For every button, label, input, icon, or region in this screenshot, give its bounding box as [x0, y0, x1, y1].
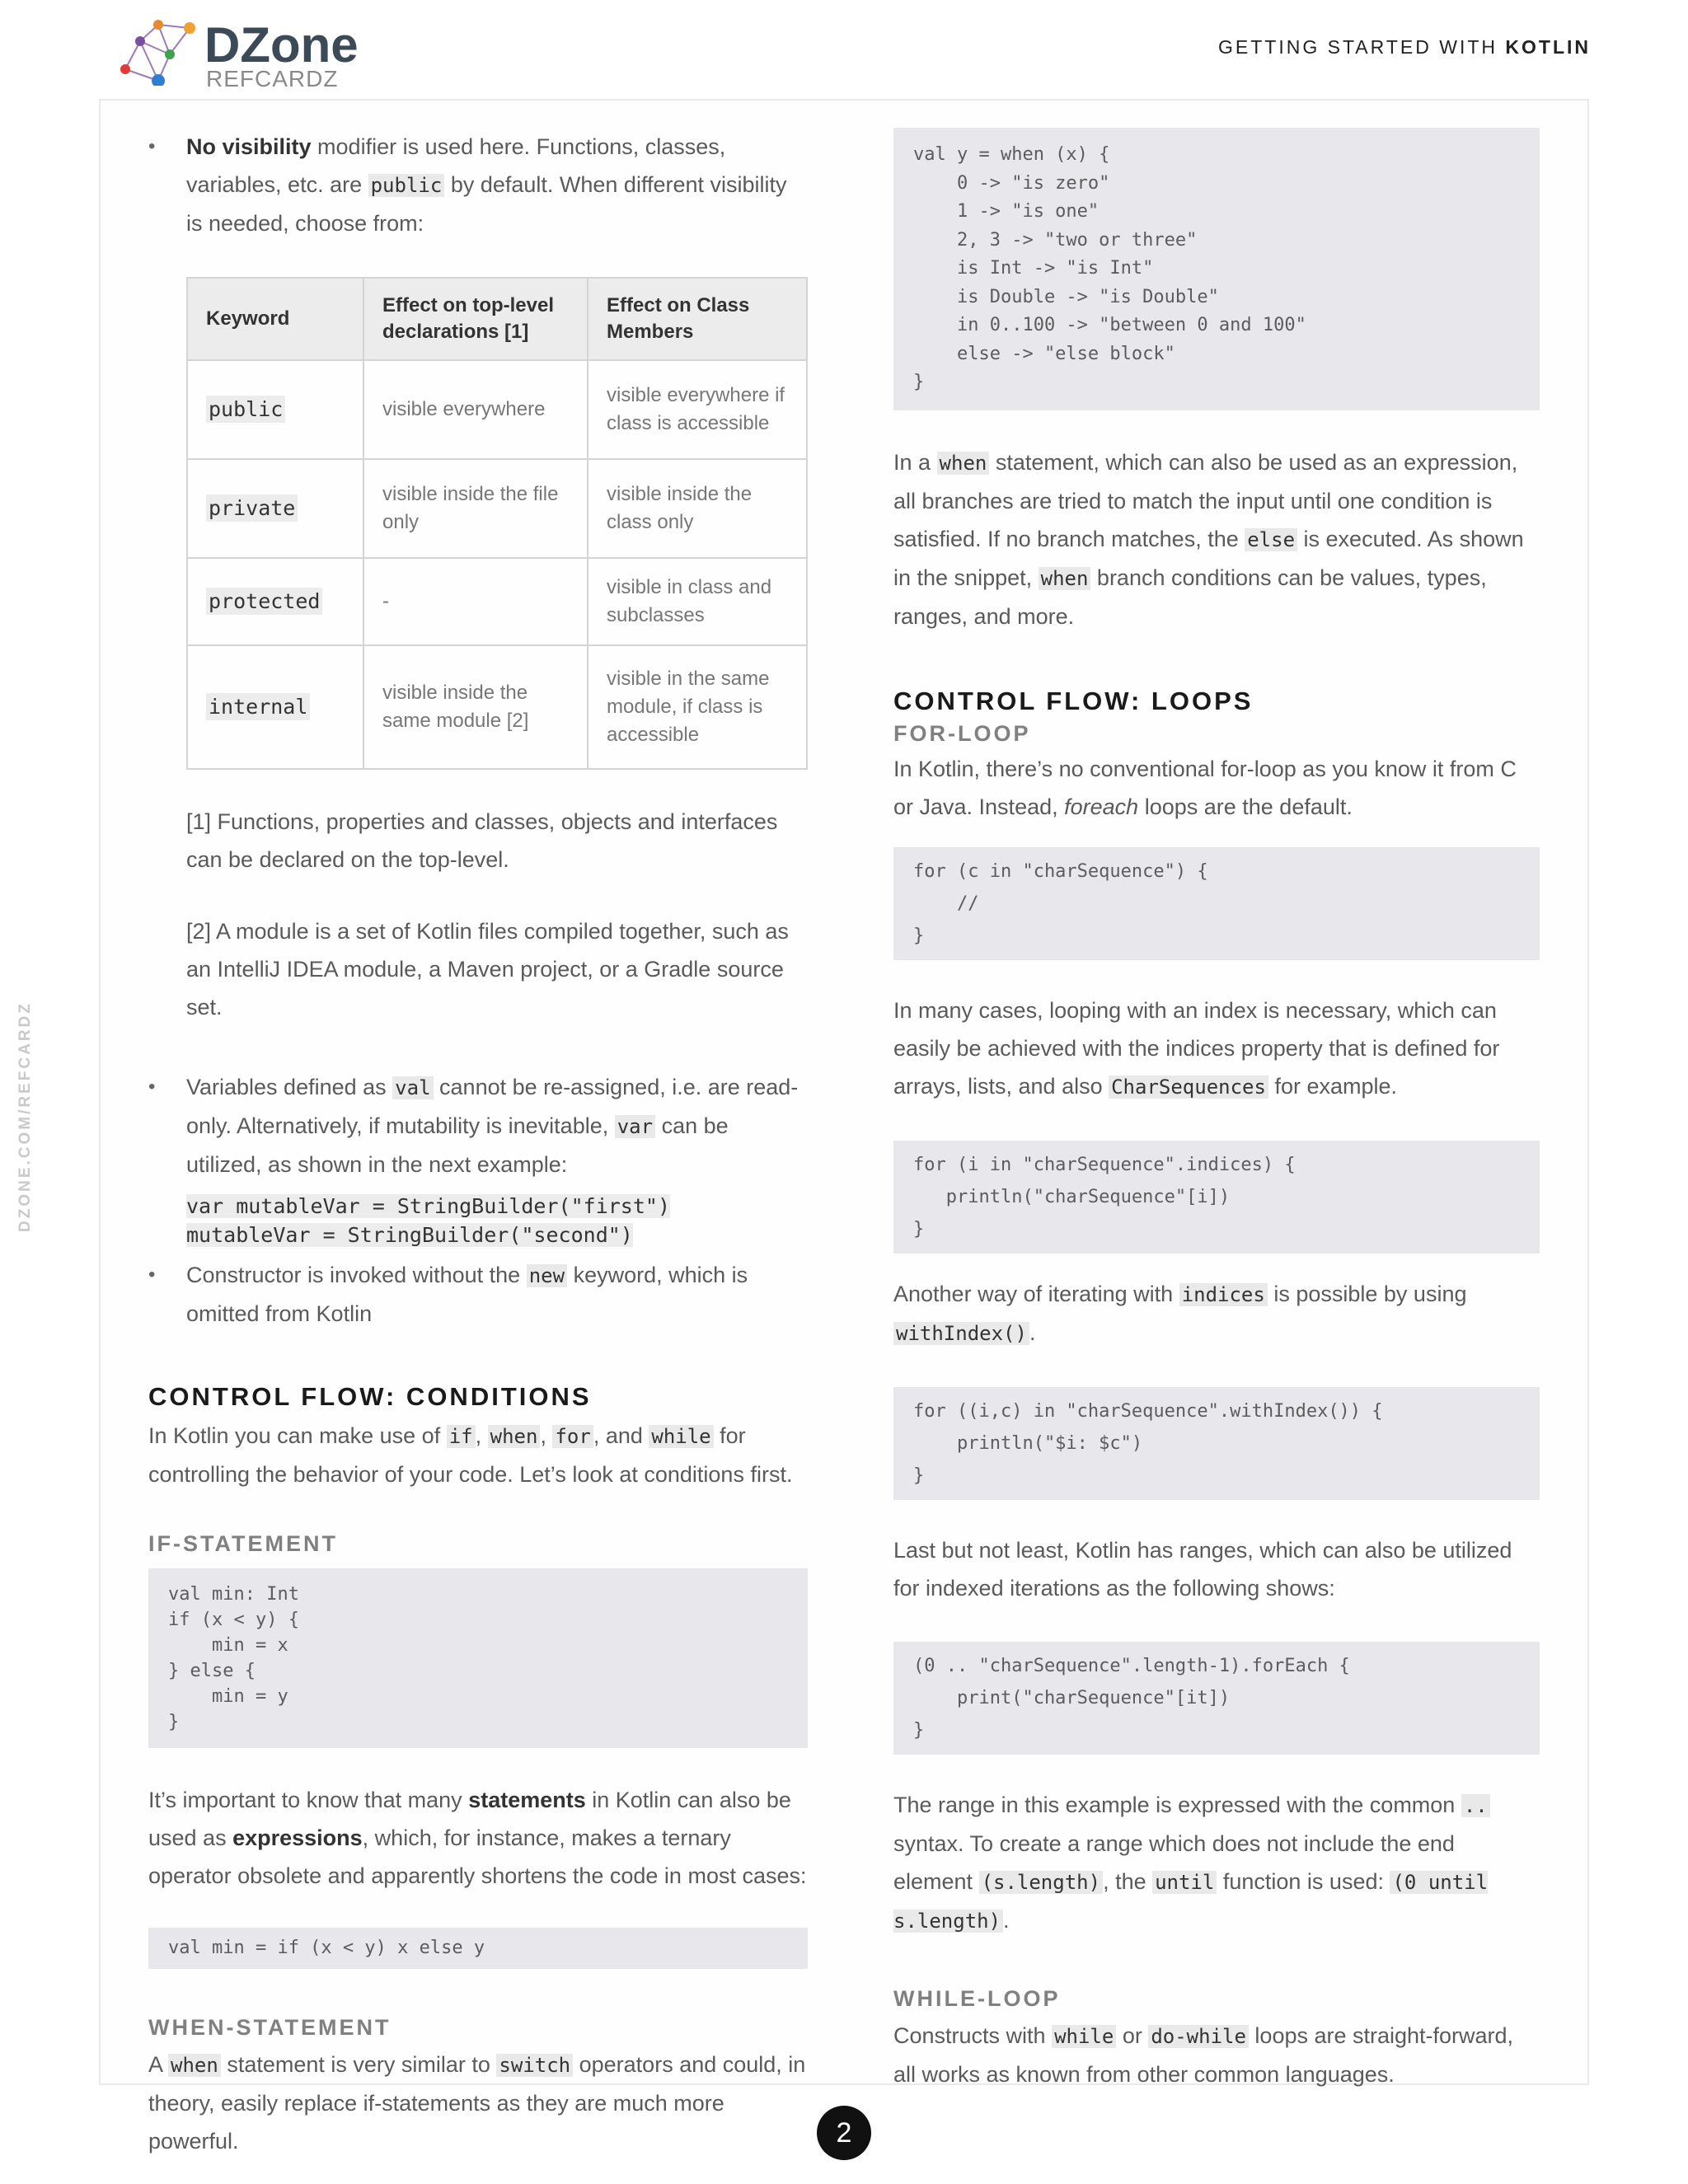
bold-text: No visibility	[186, 134, 312, 159]
footnote-1: [1] Functions, properties and classes, objects and interfaces can be declared on the top-level.	[186, 809, 778, 872]
heading-control-flow-conditions: CONTROL FLOW: CONDITIONS	[148, 1382, 592, 1411]
keyword-code: protected	[206, 588, 322, 615]
for-loop-intro	[893, 750, 1540, 826]
if-statement-code: val min: Int if (x < y) { min = x } else { min = y }	[148, 1568, 808, 1748]
statements-expressions-paragraph	[148, 1781, 808, 1895]
table-row	[187, 558, 807, 645]
inline-code: while	[1052, 2025, 1116, 2048]
sidebar-url[interactable]: DZONE.COM/REFCARDZ	[16, 1001, 34, 1232]
inline-code: withIndex()	[893, 1322, 1029, 1345]
text-run: , the	[1103, 1868, 1153, 1894]
mutable-var-code	[148, 1192, 808, 1249]
indices-paragraph	[893, 991, 1540, 1106]
keyword-code: internal	[206, 693, 310, 720]
text-run: statement is very similar to	[220, 2052, 497, 2077]
text-run: .	[1029, 1319, 1036, 1345]
visibility-table	[186, 277, 808, 770]
range-code: (0 .. "charSequence".length-1).forEach { print("charSequence"[it]) }	[893, 1642, 1540, 1755]
keyword-cell	[187, 360, 363, 459]
inline-code: until	[1152, 1871, 1217, 1894]
text-run: loops are the default.	[1138, 794, 1353, 819]
table-header-class-members: Effect on Class Members	[588, 278, 807, 360]
text-run: loops are straight-forward, all works as known from other common languages.	[893, 2022, 1514, 2087]
inline-code: public	[368, 174, 445, 197]
inline-code: (s.length)	[979, 1871, 1104, 1894]
class-members-cell: visible everywhere if class is accessible	[588, 360, 807, 459]
text-run: keyword, which is omitted from Kotlin	[186, 1263, 748, 1326]
text-run: In a	[893, 449, 937, 475]
text-run: , which, for instance, makes a ternary operator obsolete and apparently shortens the code in most cases:	[148, 1825, 807, 1888]
top-level-cell: visible inside the same module [2]	[363, 645, 588, 769]
text-run: cannot be re-assigned, i.e. are read-only. Alternatively, if mutability is inevitable,	[186, 1075, 799, 1138]
text-run: operators and could, in theory, easily replace if-statements as they are much more powerful.	[148, 2052, 806, 2154]
inline-code: do-while	[1148, 2025, 1249, 2048]
inline-code: val	[392, 1076, 433, 1099]
dzone-logo[interactable]	[115, 12, 363, 91]
inline-code: when	[1039, 567, 1091, 590]
for-loop-code: for (c in "charSequence") { // }	[893, 847, 1540, 960]
logo-title: DZone	[204, 17, 359, 73]
inline-code: while	[649, 1425, 713, 1448]
text-run: function is used:	[1217, 1868, 1390, 1894]
inline-code: new	[527, 1264, 567, 1287]
bullet-constructor	[148, 1256, 808, 1333]
keyword-cell	[187, 645, 363, 769]
top-level-cell: -	[363, 558, 588, 645]
inline-code: CharSequences	[1109, 1076, 1268, 1099]
left-column	[148, 128, 808, 2160]
keyword-code: public	[206, 396, 285, 423]
with-index-code: for ((i,c) in "charSequence".withIndex()) { println("$i: $c") }	[893, 1387, 1540, 1500]
text-run: A	[148, 2052, 169, 2077]
indices-code: for (i in "charSequence".indices) { println("charSequence"[i]) }	[893, 1141, 1540, 1254]
when-statement-paragraph	[148, 2046, 808, 2160]
right-column	[893, 128, 1540, 2093]
text-run: branch conditions can be values, types, ranges, and more.	[893, 565, 1487, 629]
italic-text: foreach	[1064, 794, 1139, 819]
text-run: or	[1116, 2022, 1149, 2048]
inline-code: when	[168, 2054, 221, 2077]
ranges-paragraph: Last but not least, Kotlin has ranges, which can also be utilized for indexed iterations as the following shows:	[893, 1537, 1512, 1601]
when-expression-code: val y = when (x) { 0 -> "is zero" 1 -> "is one" 2, 3 -> "two or three" is Int -> "is Int" is Double -> "is Double" in 0..100 -> "between 0 and 100" else -> "else block" }	[893, 128, 1540, 410]
footnote-2: [2] A module is a set of Kotlin files compiled together, such as an IntelliJ IDEA module, a Maven project, or a Gradle source set.	[186, 919, 789, 1019]
page-number: 2	[817, 2106, 871, 2160]
bold-text: expressions	[232, 1825, 363, 1850]
table-row	[187, 360, 807, 459]
inline-code: switch	[496, 2054, 573, 2077]
inline-code: indices	[1179, 1283, 1268, 1306]
table-header-row	[187, 278, 807, 360]
table-row	[187, 645, 807, 769]
table-row	[187, 459, 807, 558]
keyword-cell	[187, 459, 363, 558]
document-title-bold: KOTLIN	[1505, 36, 1591, 58]
subheading-when-statement: WHEN-STATEMENT	[148, 2015, 392, 2040]
conditions-intro	[148, 1417, 808, 1493]
while-loop-paragraph	[893, 2017, 1540, 2093]
table-header-keyword: Keyword	[187, 278, 363, 360]
keyword-cell	[187, 558, 363, 645]
document-title	[1218, 36, 1591, 59]
text-run: is executed. As shown in the snippet,	[893, 526, 1524, 590]
class-members-cell: visible in class and subclasses	[588, 558, 807, 645]
text-run: The range in this example is expressed with the common	[893, 1792, 1461, 1817]
heading-control-flow-loops: CONTROL FLOW: LOOPS	[893, 686, 1254, 715]
inline-code: when	[488, 1425, 541, 1448]
text-run: can be utilized, as shown in the next example:	[186, 1113, 729, 1177]
ternary-code: val min = if (x < y) x else y	[148, 1928, 808, 1969]
inline-code: var	[615, 1115, 655, 1138]
text-run: ,	[540, 1423, 553, 1448]
text-run: in Kotlin can also be used as	[148, 1788, 791, 1850]
code-line: var mutableVar = StringBuilder("first")	[186, 1194, 670, 1218]
text-run: for example.	[1268, 1073, 1398, 1099]
table-header-top-level: Effect on top-level declarations [1]	[363, 278, 588, 360]
subheading-for-loop: FOR-LOOP	[893, 720, 1031, 746]
inline-code: for	[552, 1425, 593, 1448]
text-run: .	[1003, 1907, 1010, 1933]
text-run: In Kotlin, there’s no conventional for-loop as you know it from C or Java. Instead,	[893, 756, 1517, 819]
inline-code: when	[937, 452, 990, 475]
inline-code: else	[1245, 528, 1297, 551]
text-run: Another way of iterating with	[893, 1281, 1179, 1306]
logo-subtitle: REFCARDZ	[206, 66, 339, 91]
network-logo-icon	[115, 12, 198, 86]
range-explanation	[893, 1786, 1540, 1940]
text-run: statement, which can also be used as an expression, all branches are tried to match the input until one condition is satisfied. If no branch matches, the	[893, 449, 1518, 551]
text-run: Constructs with	[893, 2022, 1053, 2048]
bold-text: statements	[468, 1788, 586, 1812]
text-run: ,	[475, 1423, 488, 1448]
text-run: Constructor is invoked without the	[186, 1263, 527, 1287]
subheading-if-statement: IF-STATEMENT	[148, 1531, 338, 1556]
text-run: It’s important to know that many	[148, 1788, 469, 1812]
text-run: is possible by using	[1267, 1281, 1467, 1306]
keyword-code: private	[206, 494, 298, 522]
text-run: In Kotlin you can make use of	[148, 1423, 447, 1448]
bullet-val-var	[148, 1068, 808, 1183]
bullet-visibility	[148, 128, 808, 242]
text-run: Variables defined as	[186, 1075, 393, 1099]
text-run: syntax. To create a range which does not include the end element	[893, 1830, 1455, 1894]
class-members-cell: visible inside the class only	[588, 459, 807, 558]
when-explanation	[893, 443, 1540, 635]
text-run: modifier is used here. Functions, classes, variables, etc. are	[186, 134, 726, 197]
top-level-cell: visible inside the file only	[363, 459, 588, 558]
code-line: mutableVar = StringBuilder("second")	[186, 1223, 633, 1247]
text-run: by default. When different visibility is needed, choose from:	[186, 172, 787, 236]
top-level-cell: visible everywhere	[363, 360, 588, 459]
subheading-while-loop: WHILE-LOOP	[893, 1985, 1061, 2011]
document-title-prefix: GETTING STARTED WITH	[1218, 36, 1498, 58]
text-run: In many cases, looping with an index is necessary, which can easily be achieved with the indices property that is defined for arrays, lists, and also	[893, 997, 1500, 1099]
inline-code: (0 until s.length)	[893, 1870, 1489, 1933]
class-members-cell: visible in the same module, if class is accessible	[588, 645, 807, 769]
text-run: , and	[593, 1423, 649, 1448]
inline-code: ..	[1461, 1794, 1490, 1817]
text-run: for controlling the behavior of your code. Let’s look at conditions first.	[148, 1423, 793, 1487]
inline-code: if	[447, 1425, 476, 1448]
with-index-paragraph	[893, 1275, 1540, 1352]
